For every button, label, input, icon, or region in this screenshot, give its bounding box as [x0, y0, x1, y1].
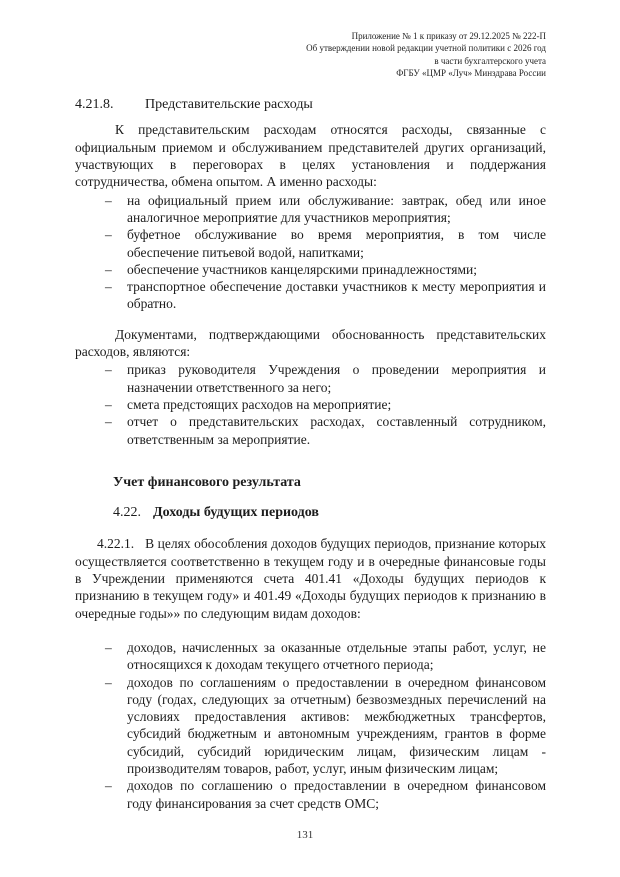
- header-line: ФГБУ «ЦМР «Луч» Минздрава России: [396, 67, 546, 78]
- section-heading-4-21-8: [75, 96, 546, 113]
- header-line: Приложение № 1 к приказу от 29.12.2025 № 222-П: [351, 31, 546, 41]
- section-number: 4.22.: [113, 505, 141, 521]
- list-item: [105, 226, 546, 261]
- list-item-text: транспортное обеспечение доставки участников к месту мероприятия и обратно.: [127, 279, 546, 312]
- list-item: [105, 777, 546, 812]
- header-line: Об утверждении новой редакции учетной политики с 2026 год: [306, 43, 546, 54]
- paragraph: К представительским расходам относятся расходы, связанные с официальным приемом и обслуживанием представителей других организаций, участвующих в переговорах в целях установления и поддержания сотрудничества, обмена опытом. А именно расходы:: [75, 122, 546, 190]
- paragraph: Документами, подтверждающими обоснованность представительских расходов, являются:: [75, 326, 546, 360]
- section-number: 4.21.8.: [75, 97, 114, 113]
- dash-list: [75, 192, 546, 313]
- list-item: [105, 639, 546, 674]
- list-marker: –: [105, 414, 112, 430]
- document-header: [75, 30, 546, 79]
- header-line: в части бухгалтерского учета: [434, 55, 546, 66]
- list-item: [105, 674, 546, 778]
- paragraph-number: 4.22.1.: [97, 536, 135, 552]
- section-title: Представительские расходы: [145, 97, 313, 113]
- list-item-text: буфетное обслуживание во время мероприятия, в том числе обеспечение питьевой водой, напитками;: [127, 227, 546, 260]
- list-item-text: приказ руководителя Учреждения о проведении мероприятия и назначении ответственного за него;: [127, 362, 546, 395]
- list-item: [105, 413, 546, 448]
- dash-list: [75, 639, 546, 812]
- list-item: [105, 396, 546, 413]
- list-marker: –: [105, 279, 112, 295]
- list-marker: –: [105, 227, 112, 243]
- list-marker: –: [105, 192, 112, 208]
- heading-financial-result: Учет финансового результата: [113, 474, 301, 490]
- list-marker: –: [105, 674, 112, 690]
- list-marker: –: [105, 778, 112, 794]
- list-marker: –: [105, 261, 112, 277]
- list-item-text: смета предстоящих расходов на мероприятие;: [127, 396, 392, 412]
- section-title: Доходы будущих периодов: [153, 505, 319, 521]
- document-body: [75, 96, 546, 812]
- list-item-text: обеспечение участников канцелярскими принадлежностями;: [127, 261, 477, 277]
- list-marker: –: [105, 639, 112, 655]
- paragraph-4-22-1: [75, 535, 546, 621]
- page-number: 131: [296, 829, 314, 841]
- list-item: [105, 278, 546, 313]
- dash-list: [75, 361, 546, 447]
- list-marker: –: [105, 362, 112, 378]
- list-item-text: доходов по соглашению о предоставлении в очередном финансовом году финансирования за счет средств ОМС;: [127, 778, 546, 811]
- list-marker: –: [105, 396, 112, 412]
- list-item-text: отчет о представительских расходах, составленный сотрудником, ответственным за мероприятие.: [127, 414, 546, 447]
- list-item-text: доходов, начисленных за оказанные отдельные этапы работ, услуг, не относящихся к доходам текущего отчетного периода;: [127, 639, 546, 673]
- list-item-text: на официальный прием или обслуживание: завтрак, обед или иное аналогичное мероприятие для участников мероприятия;: [127, 192, 546, 225]
- paragraph-text: В целях обособления доходов будущих периодов, признание которых осуществляется соответственно в текущем году и в очередные финансовые годы в Учреждении применяются счета 401.41 «Доходы будущих периодов к признанию в текущем году» и 401.49 «Доходы будущих периодов к признанию в очередные годы»» по следующим видам доходов:: [75, 536, 546, 621]
- list-item-text: доходов по соглашениям о предоставлении в очередном финансовом году (годах, следующих за отчетным) безвозмездных перечислений на условиях предоставления активов: межбюджетных трансфертов, субсидий бюджетным и автономным учреждениям, грантов в форме субсидий, субсидий юридическим лицам, физическим лицам - производителям товаров, работ, услуг, иным физическим лицам;: [127, 674, 546, 776]
- list-item: [105, 361, 546, 396]
- section-heading-4-22: [75, 504, 546, 521]
- list-item: [105, 261, 546, 278]
- list-item: [105, 192, 546, 227]
